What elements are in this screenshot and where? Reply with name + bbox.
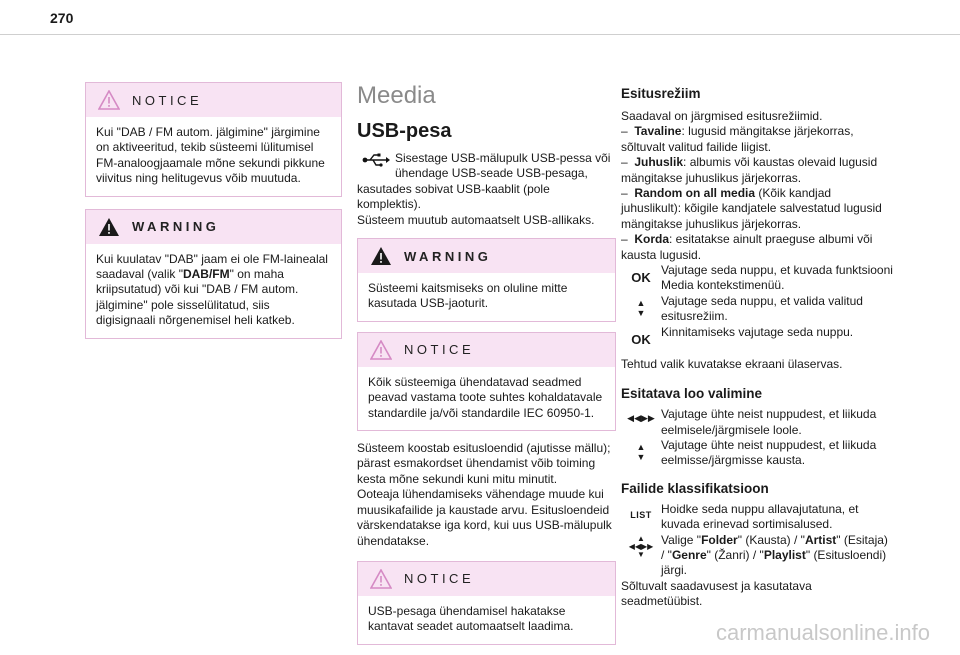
sort1-text: Hoidke seda nuppu allavajutatuna, et kuvada erinevad sortimisalused. — [661, 501, 859, 532]
mode-footer: Tehtud valik kuvatakse ekraani ülaservas. — [621, 356, 843, 371]
usb-warning-box — [357, 238, 616, 322]
notice-triangle-icon — [366, 340, 396, 360]
usb-title: USB-pesa — [357, 120, 452, 142]
mode-intro: Saadaval on järgmised esitusrežiimid. — [621, 109, 823, 123]
notice-header — [86, 83, 341, 117]
mode-item-repeat: – Korda: esitatakse ainult praeguse albumi või kausta lugusid. — [621, 232, 873, 262]
updown1-row — [621, 294, 893, 325]
mode-item-random: – Juhuslik: albumis või kaustas olevaid lugusid mängitakse juhuslikus järjekorras. — [621, 155, 878, 185]
usb-icon — [357, 153, 395, 167]
ok-button-icon: OK — [631, 331, 651, 347]
notice-triangle-icon — [94, 90, 124, 110]
warning-header — [86, 210, 341, 244]
right-column — [621, 86, 893, 610]
ok2-text: Kinnitamiseks vajutage seda nuppu. — [661, 324, 854, 339]
sort-title: Failide klassifikatsioon — [621, 480, 769, 496]
sort2-row — [621, 533, 893, 579]
ok1-text: Vajutage seda nuppu, et kuvada funktsiooni Media kontekstimenüü. — [661, 263, 893, 293]
playlist-paragraph: Süsteem koostab esitusloendid (ajutisse mällu); pärast esmakordset ühendamist võib toiming kesta mõne sekundi kuni mitu minutit. Ooteaja lühendamiseks vähendage muude kui muusikafailide ja kaustade arvu. Esitusloendeid värskendatakse iga kord, kui uus USB-mälupulk ühendatakse. — [357, 441, 612, 548]
track1-row — [621, 407, 893, 438]
usb-warning-header — [358, 239, 615, 273]
warning-text: Kui kuulatav "DAB" jaam ei ole FM-lainealal saadaval (valik "DAB/FM" on maha kriipsutatud) või kui "DAB / FM autom. jälgimine" pole sisselülitatud, siis digisignaali nõrgenemisel heli katkeb. — [96, 251, 328, 328]
sort-footer: Sõltuvalt saadavusest ja kasutatava seadmetüübist. — [621, 578, 812, 609]
usb-intro-a: Sisestage USB-mälupulk USB-pessa või ühendage USB-seade USB-pesaga, — [395, 151, 611, 181]
charge-notice-header — [358, 562, 615, 596]
mode-item-normal: – Tavaline: lugusid mängitakse järjekorras, sõltuvalt valitud failide liigist. — [621, 124, 854, 154]
track2-row — [621, 438, 893, 469]
up-down-arrows-icon: ▲ ▼ — [636, 441, 646, 462]
track2-text: Vajutage ühte neist nuppudest, et liikuda eelmisse/järgmisse kausta. — [661, 437, 877, 468]
usb-warning-text: Süsteemi kaitsmiseks on oluline mitte kasutada USB-jaoturit. — [368, 281, 568, 311]
warning-triangle-icon — [366, 246, 396, 266]
ok-button-icon: OK — [631, 270, 651, 286]
usb-notice-header — [358, 333, 615, 367]
up-down-arrows-icon: ▲ ▼ — [636, 297, 646, 318]
track-title: Esitatava loo valimine — [621, 386, 763, 402]
notice-title: NOTICE — [132, 92, 203, 108]
watermark: carmanualsonline.info — [715, 620, 930, 645]
section-title: Meedia — [357, 82, 436, 109]
sort1-row — [621, 502, 893, 533]
page-number: 270 — [50, 10, 74, 26]
sort2-text-a: Valige "Folder" (Kausta) / "Artist" (Esitaja) / "Genre" (Žanri) / "Playlist" (Esitusloendi) järgi. — [661, 532, 888, 578]
usb-notice-title: NOTICE — [404, 342, 475, 358]
four-way-arrows-icon: ▲ ◀◀▶▶ ▼ — [628, 533, 654, 559]
updown1-text: Vajutage seda nuppu, et valida valitud esitusrežiim. — [661, 293, 863, 324]
usb-warning-title: WARNING — [404, 248, 492, 264]
charge-notice-text: USB-pesaga ühendamisel hakatakse kantavat seadet automaatselt laadima. — [368, 603, 574, 634]
notice-triangle-icon — [366, 569, 396, 589]
middle-column — [357, 82, 616, 655]
list-button-icon: LIST — [630, 509, 652, 520]
notice-text: Kui "DAB / FM autom. jälgimine" järgimine on aktiveeritud, tekib süsteemi lülitumisel FM-analoogjaamale mõne sekundi pikkune viivitus ning helitugevus võib muutuda. — [96, 125, 325, 186]
charge-notice-box — [357, 561, 616, 645]
mode-title: Esitusrežiim — [621, 86, 701, 101]
warning-title: WARNING — [132, 219, 220, 235]
usb-intro-b: kasutades sobivat USB-kaablit (pole komplektis). — [357, 181, 550, 212]
warning-triangle-icon — [94, 217, 124, 237]
top-divider — [0, 34, 960, 35]
ok1-row — [621, 263, 893, 294]
usb-notice-text: Kõik süsteemiga ühendatavad seadmed peavad vastama toote suhtes kohaldatavale standardile ja/või standardile IEC 60950-1. — [368, 374, 603, 420]
warning-box — [85, 209, 342, 339]
track1-text: Vajutage ühte neist nuppudest, et liikuda eelmisele/järgmisele loole. — [661, 407, 877, 437]
prev-next-arrows-icon: ◀◀▶▶ — [627, 413, 655, 424]
left-column — [85, 82, 342, 349]
charge-notice-title: NOTICE — [404, 571, 475, 587]
ok2-row — [621, 325, 893, 347]
notice-box — [85, 82, 342, 197]
mode-item-random-all: – Random on all media (Kõik kandjad juhuslikult): kõigile kandjatele salvestatud lugusid mängitakse juhuslikus järjekorras. — [621, 186, 882, 231]
usb-intro — [357, 151, 616, 182]
usb-notice-box — [357, 332, 616, 431]
usb-intro-c: Süsteem muutub automaatselt USB-allikaks. — [357, 212, 595, 227]
